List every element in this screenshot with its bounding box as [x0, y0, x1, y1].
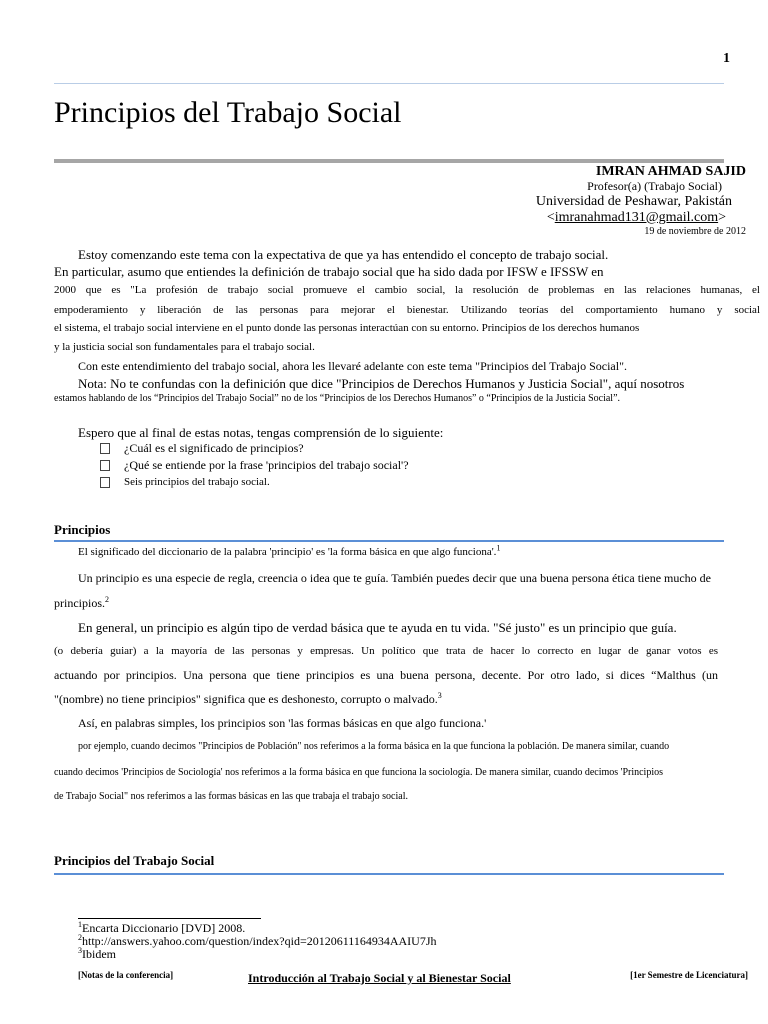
- para-3-text: "(nombre) no tiene principios" significa que es deshonesto, corrupto o malvado.: [54, 692, 438, 706]
- footnote-2: [78, 935, 437, 948]
- para-1: [54, 543, 768, 558]
- title-rule: [54, 159, 724, 163]
- footnote-3: [78, 948, 437, 961]
- footnote-number: 1: [78, 920, 82, 929]
- objective-text: ¿Cuál es el significado de principios?: [124, 441, 304, 455]
- author-date: 19 de noviembre de 2012: [644, 226, 746, 238]
- email-close: >: [718, 209, 726, 225]
- footnote-link[interactable]: http://answers.yahoo.com/question/index?qid=20120611164934AAIU7Jh: [82, 934, 437, 948]
- para-5-line-1: por ejemplo, cuando decimos "Principios de Población" nos referimos a la forma básica en la que funciona la población. De manera similar, cuando: [78, 741, 670, 752]
- para-5-line-2: cuando decimos 'Principios de Sociología' nos referimos a la forma básica en que funciona la sociología. De manera similar, cuando decimos 'Principios: [54, 767, 663, 778]
- footer-left: [Notas de la conferencia]: [78, 970, 174, 980]
- page-number: 1: [723, 51, 730, 66]
- list-item: [100, 474, 409, 491]
- para-3-line-3: actuando por principios. Una persona que tiene principios es una buena persona, decente. Por otro lado, si dices “Malthus (un: [54, 668, 718, 682]
- intro-line-1: Estoy comenzando este tema con la expectativa de que ya has entendido el concepto de trabajo social.: [78, 247, 609, 262]
- footnote-text: Encarta Diccionario [DVD] 2008.: [82, 921, 246, 935]
- para-1-text: El significado del diccionario de la palabra 'principio' es 'la forma básica en que algo funciona'.: [78, 546, 497, 558]
- checkbox-icon: [100, 443, 110, 454]
- footnote-ref[interactable]: 3: [437, 691, 442, 700]
- footnote-text: Ibidem: [82, 947, 116, 961]
- para-3-line-2: (o debería guiar) a la mayoría de las personas y empresas. Un político que trata de hacer lo correcto en lugar de ganar votos es: [54, 645, 718, 657]
- footnote-rule: [78, 918, 261, 919]
- header-rule: [54, 83, 724, 84]
- document-title: Principios del Trabajo Social: [54, 96, 402, 129]
- para-5-line-3: de Trabajo Social" nos referimos a las formas básicas en las que trabaja el trabajo social.: [54, 791, 408, 802]
- author-block: [536, 164, 746, 238]
- footnote-ref[interactable]: 2: [105, 595, 109, 604]
- list-item: [100, 440, 409, 457]
- author-role: Profesor(a) (Trabajo Social): [587, 179, 722, 194]
- footnotes: [78, 922, 437, 961]
- email-open: <: [546, 209, 555, 225]
- intro-line-6: y la justicia social son fundamentales para el trabajo social.: [54, 341, 315, 353]
- para-2-text: principios.: [54, 596, 105, 610]
- section-rule: [54, 540, 724, 542]
- intro-line-5: el sistema, el trabajo social interviene en el punto donde las personas interactúan con su entorno. Principios de los derechos humanos: [54, 322, 640, 334]
- intro-line-4: empoderamiento y liberación de las personas para mejorar el bienestar. Utilizando teorías del comportamiento humano y social: [54, 304, 760, 316]
- footer-right: [1er Semestre de Licenciatura]: [630, 970, 748, 980]
- section-heading-principios: Principios: [54, 522, 111, 537]
- author-email-line: [536, 210, 726, 226]
- author-email[interactable]: imranahmad131@gmail.com: [554, 209, 719, 225]
- author-university: Universidad de Peshawar, Pakistán: [535, 193, 732, 209]
- para-4: Así, en palabras simples, los principios son 'las formas básicas en que algo funciona.': [78, 716, 487, 730]
- intro-line-9: estamos hablando de los “Principios del Trabajo Social” no de los “Principios de los Derechos Humanos” o “Principios de la Justicia Social”.: [54, 393, 621, 404]
- intro-line-8: Nota: No te confundas con la definición que dice "Principios de Derechos Humanos y Justicia Social", aquí nosotros: [78, 376, 685, 391]
- checkbox-icon: [100, 477, 110, 488]
- checkbox-icon: [100, 460, 110, 471]
- intro-line-2: En particular, asumo que entiendes la definición de trabajo social que ha sido dada por IFSW e IFSSW en: [54, 264, 604, 279]
- footer-center: Introducción al Trabajo Social y al Bienestar Social: [248, 971, 511, 985]
- para-3-line-4: [54, 692, 760, 707]
- objectives-list: [100, 440, 409, 491]
- footnote-number: 2: [78, 933, 82, 942]
- list-item: [100, 457, 409, 474]
- para-2-line-1: Un principio es una especie de regla, creencia o idea que te guía. También puedes decir que una buena persona ética tiene mucho de: [78, 571, 711, 585]
- section-heading-principios-trabajo-social: Principios del Trabajo Social: [54, 853, 215, 868]
- para-2-line-2: [54, 596, 760, 611]
- intro-line-7: Con este entendimiento del trabajo social, ahora les llevaré adelante con este tema "Principios del Trabajo Social".: [78, 359, 627, 373]
- intro-line-10: Espero que al final de estas notas, tengas comprensión de lo siguiente:: [78, 425, 444, 440]
- author-name: IMRAN AHMAD SAJID: [595, 164, 746, 179]
- objective-text: Seis principios del trabajo social.: [124, 476, 270, 488]
- para-3-line-1: En general, un principio es algún tipo de verdad básica que te ayuda en tu vida. "Sé justo" es un principio que guía.: [78, 620, 677, 635]
- footnote-number: 3: [78, 946, 82, 955]
- objective-text: ¿Qué se entiende por la frase 'principios del trabajo social'?: [124, 458, 409, 472]
- intro-line-3: 2000 que es "La profesión de trabajo social promueve el cambio social, la resolución de problemas en las relaciones humanas, el: [54, 284, 760, 296]
- section-rule: [54, 873, 724, 875]
- footnote-ref[interactable]: 1: [496, 543, 501, 553]
